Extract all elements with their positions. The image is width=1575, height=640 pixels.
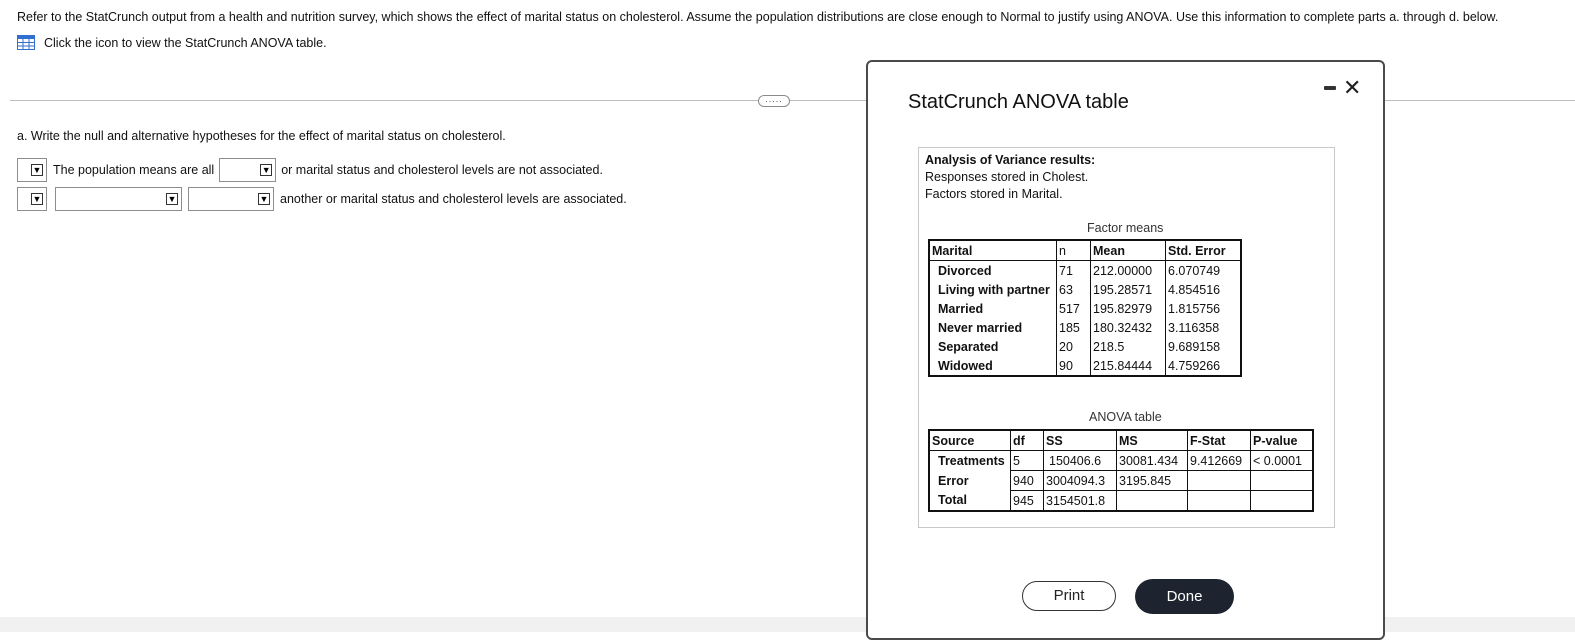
chevron-down-icon: ▼ [261,165,271,175]
table-row [929,299,1241,318]
alt-hypothesis-type-dropdown[interactable] [17,187,47,211]
table-cell: 9.689158 [1166,337,1242,356]
output-responses: Responses stored in Cholest. [925,170,1089,184]
table-cell: 3154501.8 [1044,491,1117,512]
table-row [929,280,1241,299]
anova-table-caption: ANOVA table [1089,410,1162,424]
table-cell: 5 [1011,451,1044,471]
column-header: n [1057,240,1091,261]
table-header-row [929,240,1241,261]
table-cell: 71 [1057,261,1091,281]
table-cell: Never married [929,318,1057,337]
chevron-down-icon: ▼ [167,194,177,204]
column-header: Source [929,430,1011,451]
problem-statement: Refer to the StatCrunch output from a health and nutrition survey, which shows the effect of marital status on cholesterol. Assume the population distributions are close enough to Normal to justify using ANOVA. Use this information to complete parts a. through d. below. [17,10,1499,24]
column-header: MS [1117,430,1188,451]
table-cell: Divorced [929,261,1057,281]
table-cell: Error [929,471,1011,491]
table-cell: Married [929,299,1057,318]
table-cell: 6.070749 [1166,261,1242,281]
table-cell: 3195.845 [1117,471,1188,491]
table-cell: 945 [1011,491,1044,512]
table-cell: 1.815756 [1166,299,1242,318]
table-cell [1251,491,1314,512]
table-cell: 4.854516 [1166,280,1242,299]
chevron-down-icon: ▼ [32,194,42,204]
column-header: F-Stat [1188,430,1251,451]
alt-hypothesis-choice-dropdown-1[interactable] [55,187,182,211]
alt-hypothesis-text: another or marital status and cholesterol levels are associated. [280,192,627,206]
dialog-title: StatCrunch ANOVA table [908,91,1129,113]
table-row [929,261,1241,281]
table-cell: 215.84444 [1091,356,1166,376]
alt-hypothesis-choice-dropdown-2[interactable] [188,187,274,211]
output-factors: Factors stored in Marital. [925,187,1063,201]
table-row [929,356,1241,376]
table-cell: 9.412669 [1188,451,1251,471]
anova-table-dialog [866,60,1385,640]
table-cell: 517 [1057,299,1091,318]
table-cell: 20 [1057,337,1091,356]
column-header: Marital [929,240,1057,261]
table-cell: 180.32432 [1091,318,1166,337]
table-cell: 4.759266 [1166,356,1242,376]
column-header: Mean [1091,240,1166,261]
factor-means-caption: Factor means [1087,221,1164,235]
table-row [929,471,1313,491]
table-cell [1117,491,1188,512]
view-table-link-text[interactable]: Click the icon to view the StatCrunch ANOVA table. [44,35,327,50]
table-row [929,318,1241,337]
table-cell: Widowed [929,356,1057,376]
section-divider-left [10,100,758,101]
table-header-row [929,430,1313,451]
column-header: Std. Error [1166,240,1242,261]
print-button[interactable]: Print [1022,581,1116,611]
part-a-question: a. Write the null and alternative hypotheses for the effect of marital status on cholesterol. [17,129,506,143]
table-cell: 30081.434 [1117,451,1188,471]
chevron-down-icon: ▼ [32,165,42,175]
table-cell: < 0.0001 [1251,451,1314,471]
statcrunch-output [918,147,1335,528]
table-cell: 940 [1011,471,1044,491]
table-cell: 195.82979 [1091,299,1166,318]
table-row [929,491,1313,512]
done-button[interactable]: Done [1135,579,1234,614]
output-heading: Analysis of Variance results: [925,153,1096,167]
column-header: SS [1044,430,1117,451]
table-cell: 3004094.3 [1044,471,1117,491]
view-table-link[interactable] [17,35,327,50]
null-hypothesis-choice-dropdown[interactable] [219,158,276,182]
column-header: P-value [1251,430,1314,451]
table-cell [1188,491,1251,512]
table-row [929,337,1241,356]
anova-table [928,429,1314,512]
null-hypothesis-text-1: The population means are all [53,163,215,177]
table-cell [1188,471,1251,491]
table-cell: 150406.6 [1044,451,1117,471]
null-hypothesis-type-dropdown[interactable] [17,158,47,182]
table-cell: 218.5 [1091,337,1166,356]
table-cell: 3.116358 [1166,318,1242,337]
table-cell: 195.28571 [1091,280,1166,299]
table-cell: Treatments [929,451,1011,471]
table-cell: 63 [1057,280,1091,299]
table-cell: 90 [1057,356,1091,376]
table-cell: Total [929,491,1011,512]
null-hypothesis-text-2: or marital status and cholesterol levels are not associated. [281,163,603,177]
minimize-icon[interactable] [1324,86,1336,90]
hypothesis-row-null [17,158,603,182]
expand-more-button[interactable]: ..... [758,95,790,107]
table-cell: 185 [1057,318,1091,337]
factor-means-table [928,239,1242,377]
table-cell: Separated [929,337,1057,356]
table-cell [1251,471,1314,491]
hypothesis-row-alternative [17,187,627,211]
table-cell: 212.00000 [1091,261,1166,281]
chevron-down-icon: ▼ [259,194,269,204]
column-header: df [1011,430,1044,451]
table-grid-icon[interactable] [17,35,35,50]
close-icon[interactable]: ✕ [1343,75,1362,100]
table-cell: Living with partner [929,280,1057,299]
table-row [929,451,1313,471]
